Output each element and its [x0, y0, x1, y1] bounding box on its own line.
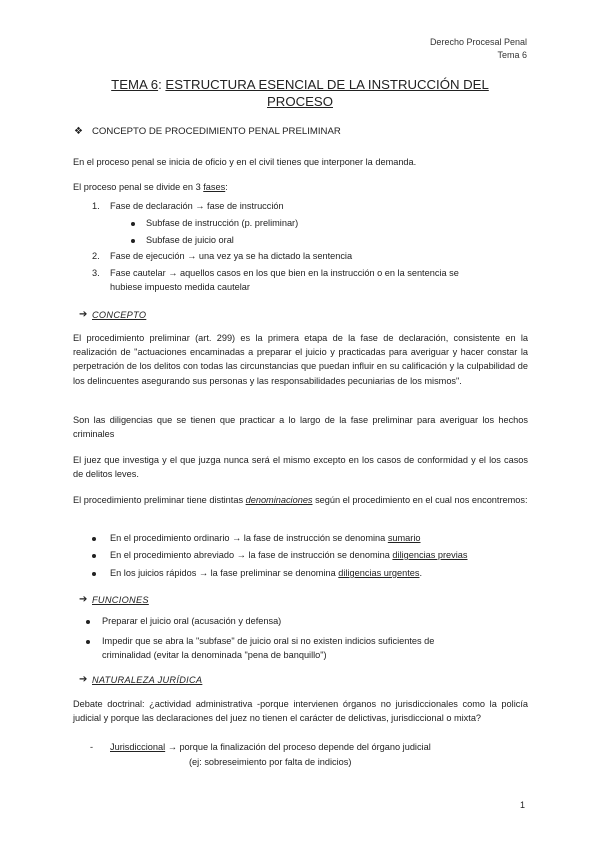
bullet-icon — [92, 572, 96, 576]
concepto-paragraph-3: El juez que investiga y el que juzga nunca será el mismo excepto en los casos de conformidad y el los casos de delitos leves. — [73, 455, 528, 480]
bullet-icon — [131, 239, 135, 243]
list-item: Jurisdiccional → porque la finalización del proceso depende del órgano judicial — [110, 742, 431, 752]
arrow-right-icon: ➔ — [79, 674, 88, 685]
bullet-icon — [131, 222, 135, 226]
list-number: 1. — [92, 201, 100, 211]
list-item: Preparar el juicio oral (acusación y defensa) — [102, 616, 282, 626]
funciones-heading: FUNCIONES — [92, 595, 149, 605]
title-line2: PROCESO — [267, 94, 333, 109]
bullet-icon — [86, 640, 90, 644]
arrow-right-icon: ➔ — [79, 594, 88, 605]
bullet-icon — [86, 620, 90, 624]
concepto-paragraph-1: El procedimiento preliminar (art. 299) es la primera etapa de la fase de declaración, consistente en la realización de "actuaciones encaminadas a preparar el juicio y practicadas para averiguar y hacer constar la perpetración de los delitos con todas las circunstancias que puedan influir en su calificación y la culpabilidad de los delincuentes asegurando sus personas y las responsabilidades pecuniarias de los mismos". — [73, 333, 528, 386]
section-heading: CONCEPTO DE PROCEDIMIENTO PENAL PRELIMINAR — [92, 126, 341, 137]
list-item: Subfase de juicio oral — [146, 235, 234, 245]
arrow-right-icon: ➔ — [79, 309, 88, 320]
list-dash: - — [90, 742, 94, 752]
list-item: Fase de ejecución → una vez ya se ha dictado la sentencia — [110, 251, 353, 261]
concepto-paragraph-4: El procedimiento preliminar tiene distintas denominaciones según el procedimiento en el cual nos encontremos: — [73, 495, 528, 505]
bullet-icon — [92, 537, 96, 541]
title-prefix: TEMA 6 — [111, 77, 159, 92]
concepto-paragraph-2: Son las diligencias que se tienen que practicar a lo largo de la fase preliminar para averiguar los hechos criminales — [73, 415, 528, 440]
intro-paragraph-2: El proceso penal se divide en 3 fases: — [73, 182, 228, 192]
intro-paragraph-1: En el proceso penal se inicia de oficio y en el civil tienes que interponer la demanda. — [73, 157, 417, 167]
list-item: Fase cautelar → aquellos casos en los que bien en la instrucción o en la sentencia se hubiese impuesto medida cautelar — [110, 268, 459, 293]
page-number: 1 — [520, 800, 526, 810]
list-item: En el procedimiento ordinario → la fase de instrucción se denomina sumario — [110, 533, 421, 543]
header-topic: Tema 6 — [497, 50, 527, 60]
fases-term: fases — [203, 182, 226, 192]
bullet-icon — [92, 554, 96, 558]
header-subject: Derecho Procesal Penal — [429, 37, 527, 47]
naturaleza-heading: NATURALEZA JURÍDICA — [92, 675, 203, 685]
concepto-heading: CONCEPTO — [92, 310, 147, 320]
diamond-bullet-icon: ❖ — [74, 126, 83, 137]
page-header — [430, 36, 527, 62]
list-number: 3. — [92, 268, 100, 278]
title-line1: ESTRUCTURA ESENCIAL DE LA INSTRUCCIÓN DEL — [165, 77, 489, 92]
naturaleza-paragraph: Debate doctrinal: ¿actividad administrativa -porque intervienen órganos no jurisdiccionales como la policía judicial y porque las declaraciones del juez no tienen el carácter de delictivas, jurisdiccional o mixta? — [73, 699, 528, 724]
jurisdiccional-term: Jurisdiccional — [110, 742, 166, 752]
list-item: En los juicios rápidos → la fase preliminar se denomina diligencias urgentes. — [110, 568, 423, 578]
page-title — [70, 76, 530, 110]
denominaciones-term: denominaciones — [245, 495, 313, 505]
list-item: En el procedimiento abreviado → la fase de instrucción se denomina diligencias previas — [110, 550, 468, 560]
list-item: Subfase de instrucción (p. preliminar) — [146, 218, 299, 228]
list-item-continuation: (ej: sobreseimiento por falta de indicios) — [189, 757, 352, 767]
list-item: Fase de declaración → fase de instrucción — [110, 201, 284, 211]
list-number: 2. — [92, 251, 100, 261]
title-colon: : — [158, 77, 166, 92]
list-item: Impedir que se abra la "subfase" de juicio oral si no existen indicios suficientes de criminalidad (evitar la denominada "pena de banquillo") — [102, 636, 435, 661]
